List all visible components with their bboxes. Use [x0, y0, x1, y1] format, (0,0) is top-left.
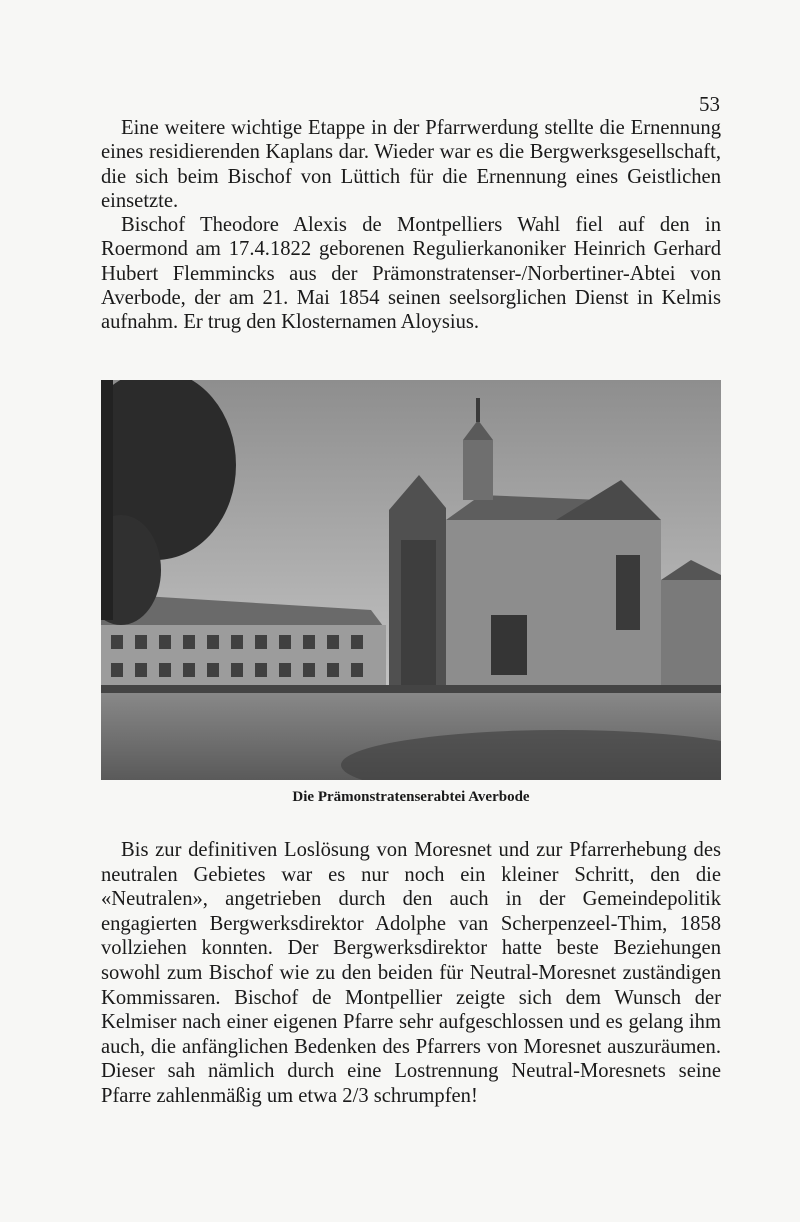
- abbey-photo: [101, 380, 721, 780]
- body-text-bottom: [101, 838, 721, 1109]
- body-text-top: [101, 116, 721, 335]
- page-number: 53: [699, 92, 720, 116]
- paragraph: Bischof Theodore Alexis de Montpelliers Wahl fiel auf den in Roermond am 17.4.1822 geborenen Regulierkanoniker Heinrich Gerhard Hubert Flemmincks aus der Prämonstratenser-/Norbertiner-Abtei von Averbode, der am 21. Mai 1854 seinen seelsorglichen Dienst in Kelmis aufnahm. Er trug den Klosternamen Aloysius.: [101, 214, 721, 334]
- paragraph: Bis zur definitiven Loslösung von Moresnet und zur Pfarrerhebung des neutralen Gebietes war es nur noch ein kleiner Schritt, den die «Neutralen», angetrieben durch den auch in der Gemeindepolitik engagierten Bergwerksdirektor Adolphe van Scherpenzeel-Thim, 1858 vollziehen konnten. Der Bergwerksdirektor hatte beste Beziehungen sowohl zum Bischof wie zu den beiden für Neutral-Moresnet zuständigen Kommissaren. Bischof de Montpellier zeigte sich dem Wunsch der Kelmiser nach einer eigenen Pfarre sehr aufgeschlossen und es gelang ihm auch, die anfänglichen Bedenken des Pfarrers von Moresnet auszuräumen. Dieser sah nämlich durch eine Lostrennung Neutral-Moresnets seine Pfarre zahlenmäßig um etwa 2/3 schrumpfen!: [101, 839, 721, 1107]
- figure-caption: Die Prämonstratenserabtei Averbode: [292, 789, 530, 805]
- paragraph: Eine weitere wichtige Etappe in der Pfarrwerdung stellte die Ernennung eines residierenden Kaplans dar. Wieder war es die Bergwerksgesellschaft, die sich beim Bischof von Lüttich für die Ernennung eines Geistlichen einsetzte.: [101, 117, 721, 212]
